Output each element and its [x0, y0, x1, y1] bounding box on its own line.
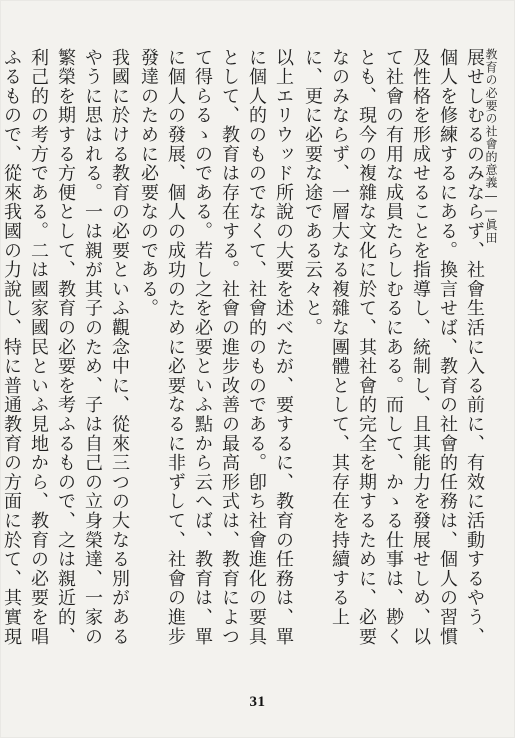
vertical-text-body [1, 48, 488, 658]
page-number: 31 [249, 694, 266, 710]
paragraph-2: 以上エリウッド所說の大要を述べたが、要するに、教育の任務は、單に個人的のものでなくて、社會的のものである。卽ち社會進化の要具として、教育は存在する。社會の進步改善の最高形式は、教育によつて得らるゝのである。若し之を必要といふ點から云へば、教育は、單に個人の發展、個人の成功のために必要なるに非ずして、社會の進步發達のために必要なのである。 [138, 48, 294, 647]
running-header: 教育の必要の社會的意義――眞田 [484, 48, 498, 244]
paragraph-3: 我國に於ける教育の必要といふ觀念中に、從來三つの大なる別があるやうに思はれる。一は親が其子のため、子は自己の立身榮達、一家の繁榮を期する方便として、教育の必要を考ふるもので、之は親近的、利己的の考方である。二は國家國民といふ見地から、教育の必要を唱ふるもので、從來我國の力說し、特に普通教育の方面に於て、其實現 [1, 48, 130, 647]
paragraph-1: 展せしむるのみならず、社會生活に入る前に、有效に活動するやう、個人を修練するにある。換言せば、教育の社會的任務は、個人の習慣及性格を形成せることを指導し、統制し、且其能力を發展せしめ、以て社會の有用な成員たらしむるにある。而して、かゝる仕事は、尠くとも、現今の複雜な文化に於て、其社會的完全を期するために、必要なのみならず、一層大なる複雜な團體として、其存在を持續する上に、更に必要な途である云々と。 [302, 48, 485, 647]
